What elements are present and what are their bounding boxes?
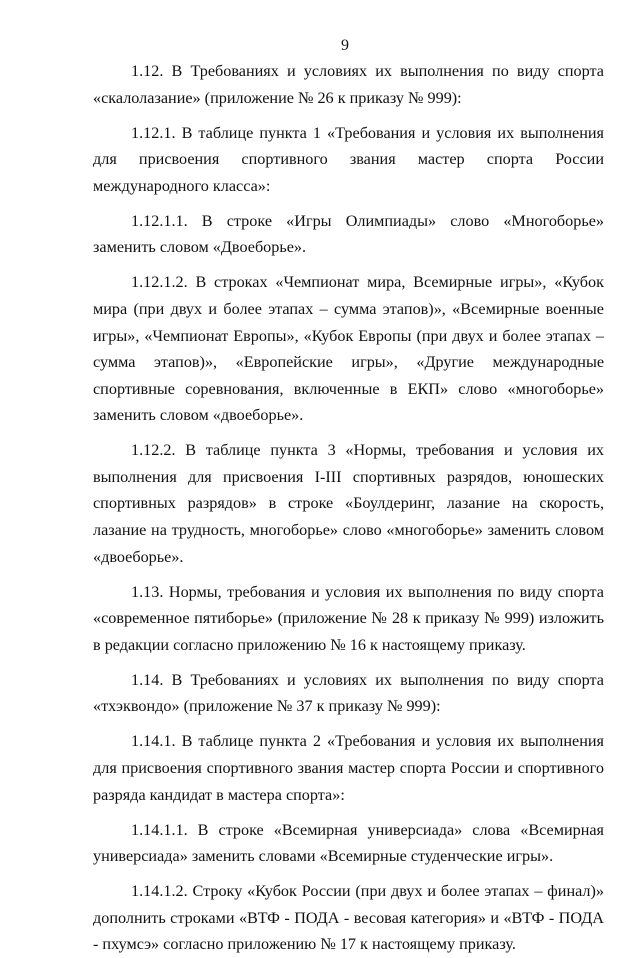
paragraph-1-14-1-1: 1.14.1.1. В строке «Всемирная универсиада» слова «Всемирная универсиада» заменить словами «Всемирные студенческие игры».	[93, 820, 604, 866]
page-number: 9	[341, 37, 349, 54]
paragraph-1-12-1-2: 1.12.1.2. В строках «Чемпионат мира, Всемирные игры», «Кубок мира (при двух и более этапах – сумма этапов)», «Всемирные военные игры», «Чемпионат Европы», «Кубок Европы (при двух и более этапах – сумма этапов)», «Европейские игры», «Другие международные спортивные соревнования, включенные в ЕКП» слово «многоборье» заменить словом «двоеборье».	[93, 273, 604, 425]
document-body	[93, 58, 604, 958]
paragraph-1-12-2: 1.12.2. В таблице пункта 3 «Нормы, требования и условия их выполнения для присвоения I-III спортивных разрядов, юношеских спортивных разрядов» в строке «Боулдеринг, лазание на скорость, лазание на трудность, многоборье» слово «многоборье» заменить словом «двоеборье».	[93, 441, 604, 566]
paragraph-1-14-1: 1.14.1. В таблице пункта 2 «Требования и условия их выполнения для присвоения спортивного звания мастер спорта России и спортивного разряда кандидат в мастера спорта»:	[93, 732, 604, 804]
paragraph-1-12-1-1: 1.12.1.1. В строке «Игры Олимпиады» слово «Многоборье» заменить словом «Двоеборье».	[93, 211, 604, 257]
paragraph-1-12-1: 1.12.1. В таблице пункта 1 «Требования и условия их выполнения для присвоения спортивного звания мастер спорта России международного класса»:	[93, 123, 604, 195]
paragraph-1-14: 1.14. В Требованиях и условиях их выполнения по виду спорта «тхэквондо» (приложение № 37 к приказу № 999):	[93, 670, 604, 716]
paragraph-1-13: 1.13. Нормы, требования и условия их выполнения по виду спорта «современное пятиборье» (приложение № 28 к приказу № 999) изложить в редакции согласно приложению № 16 к настоящему приказу.	[93, 582, 604, 654]
paragraph-1-14-1-2: 1.14.1.2. Строку «Кубок России (при двух и более этапах – финал)» дополнить строками «ВТФ - ПОДА - весовая категория» и «ВТФ - ПОДА - пхумсэ» согласно приложению № 17 к настоящему приказу.	[93, 882, 604, 954]
paragraph-1-12: 1.12. В Требованиях и условиях их выполнения по виду спорта «скалолазание» (приложение № 26 к приказу № 999):	[93, 62, 604, 107]
